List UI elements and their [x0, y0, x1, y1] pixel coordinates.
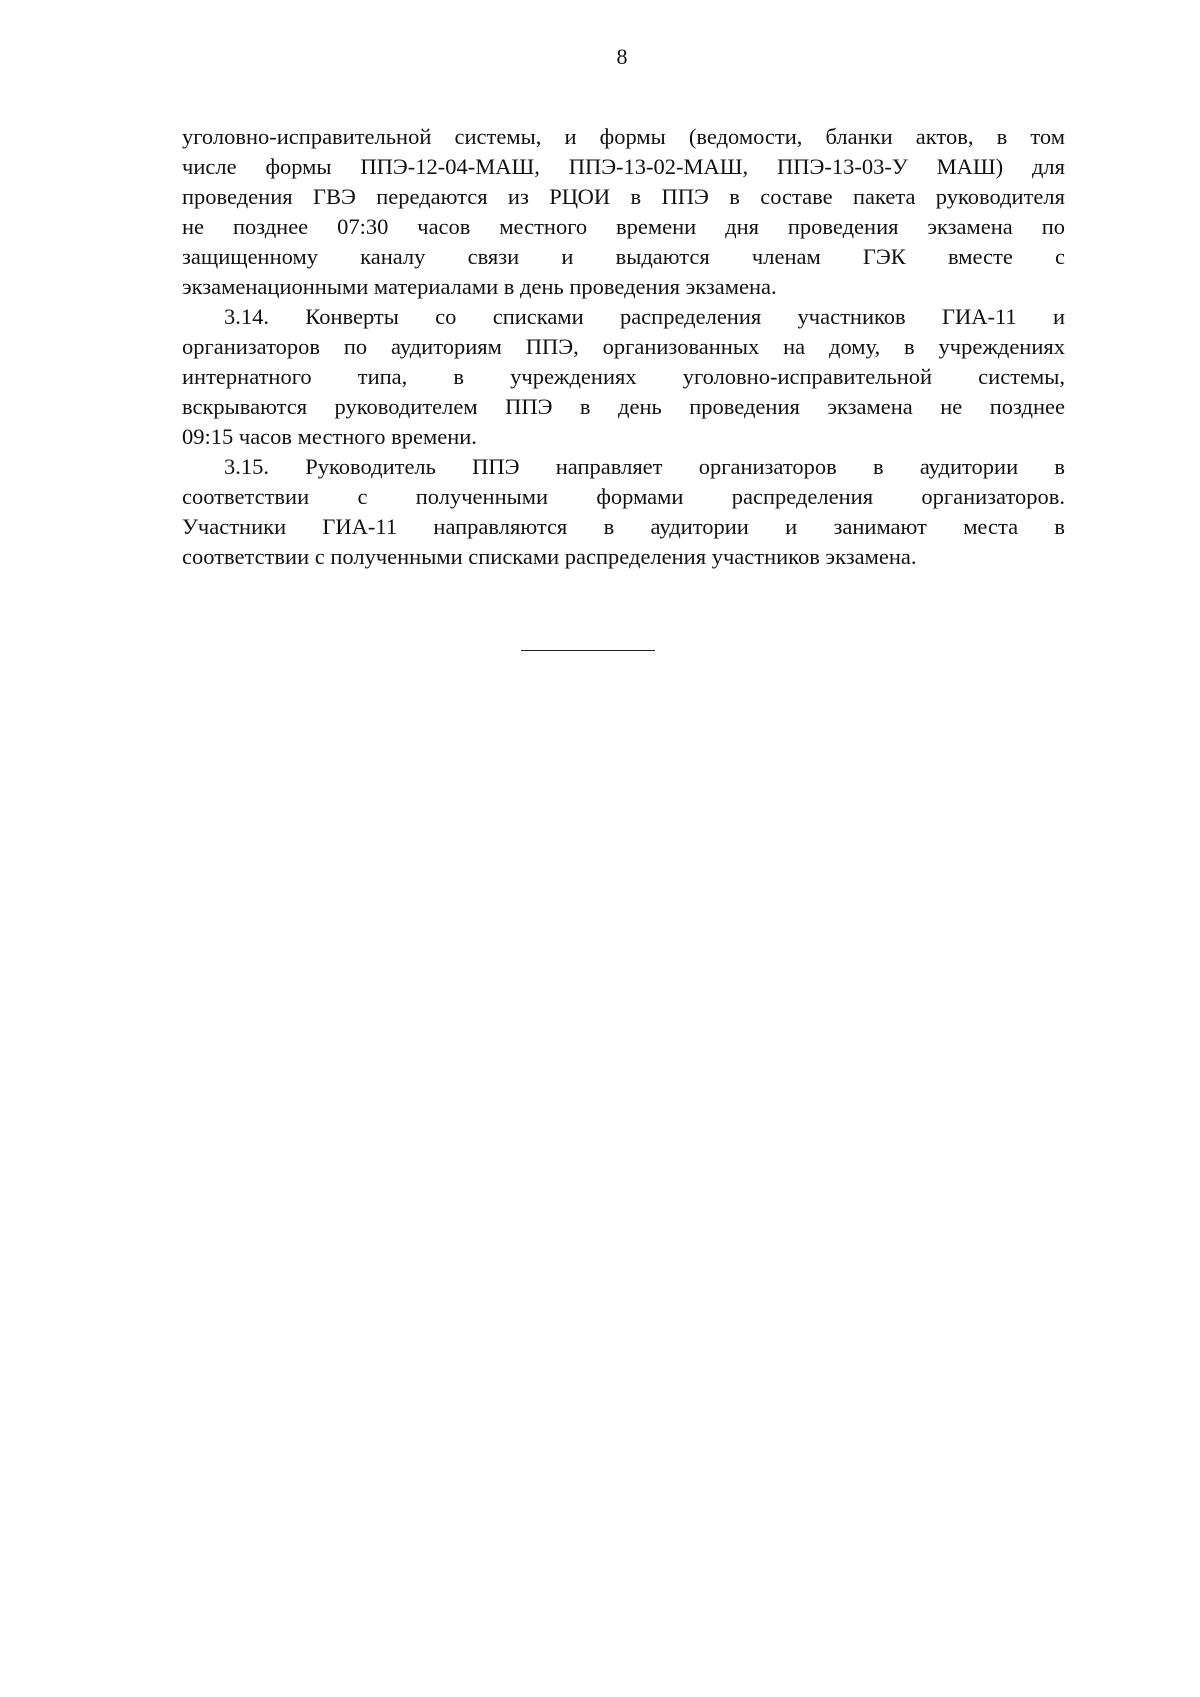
text-line: интернатного типа, в учреждениях уголовно-исправительной системы, — [182, 364, 1065, 389]
paragraph-continuation — [182, 122, 1065, 302]
paragraph-3-15 — [182, 452, 1065, 572]
paragraph-3-14 — [182, 302, 1065, 452]
text-line: Участники ГИА-11 направляются в аудитории и занимают места в — [182, 514, 1065, 539]
page-number: 8 — [616, 44, 628, 69]
text-line: защищенному каналу связи и выдаются членам ГЭК вместе с — [182, 244, 1065, 269]
text-line: соответствии с полученными формами распределения организаторов. — [182, 484, 1065, 509]
text-line: числе формы ППЭ-12-04-МАШ, ППЭ-13-02-МАШ, ППЭ-13-03-У МАШ) для — [182, 154, 1065, 179]
text-line: вскрываются руководителем ППЭ в день проведения экзамена не позднее — [182, 394, 1065, 419]
document-body — [182, 122, 1065, 572]
text-line: 3.14. Конверты со списками распределения участников ГИА-11 и — [224, 304, 1065, 329]
text-line: 3.15. Руководитель ППЭ направляет организаторов в аудитории в — [224, 454, 1065, 479]
text-line: организаторов по аудиториям ППЭ, организованных на дому, в учреждениях — [182, 334, 1065, 359]
text-line: проведения ГВЭ передаются из РЦОИ в ППЭ в составе пакета руководителя — [182, 184, 1065, 209]
text-line: не позднее 07:30 часов местного времени дня проведения экзамена по — [182, 214, 1065, 239]
end-divider — [521, 650, 655, 651]
text-line: уголовно-исправительной системы, и формы (ведомости, бланки актов, в том — [182, 124, 1065, 149]
text-line: экзаменационными материалами в день проведения экзамена. — [182, 274, 777, 299]
text-line: 09:15 часов местного времени. — [182, 424, 477, 449]
text-line: соответствии с полученными списками распределения участников экзамена. — [182, 544, 917, 569]
